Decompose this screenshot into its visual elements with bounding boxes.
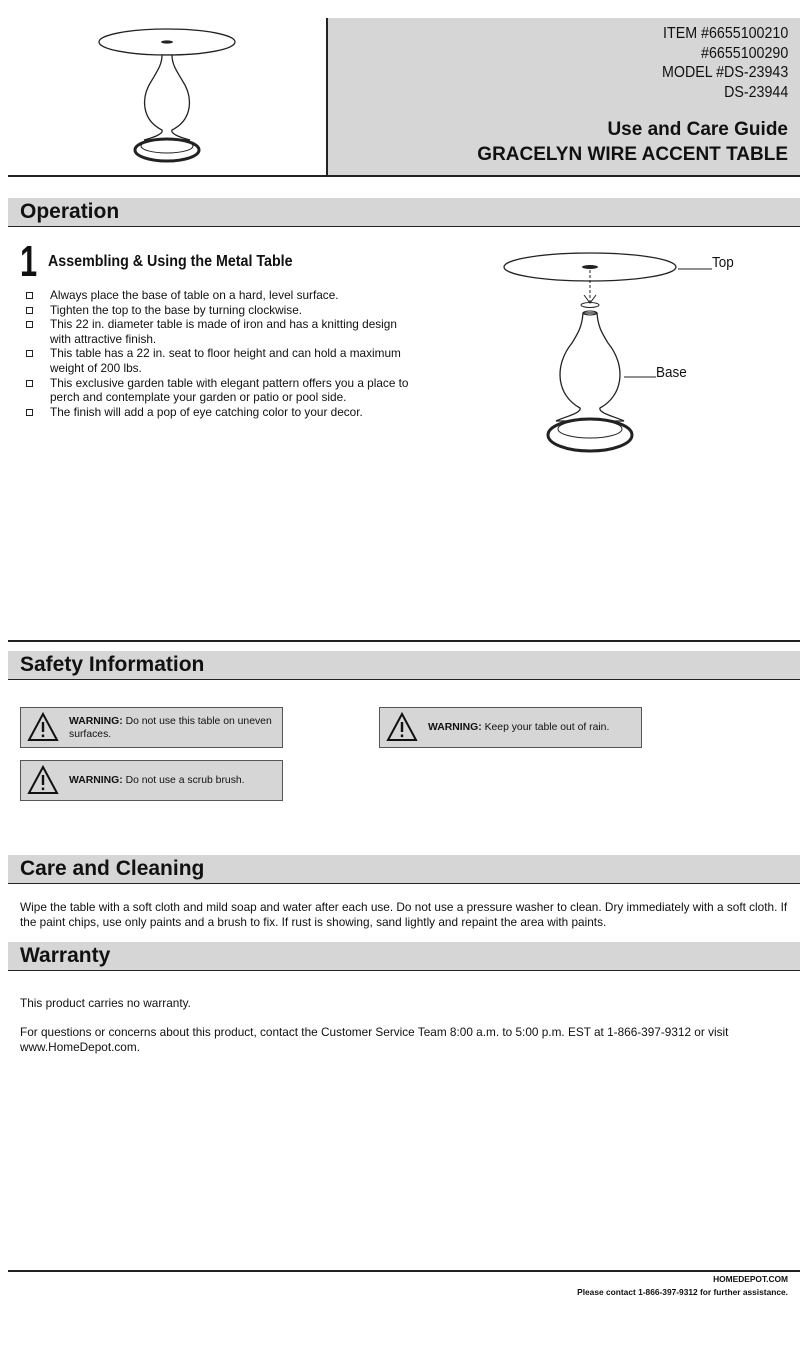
contact-paragraph: For questions or concerns about this product, contact the Customer Service Team 8:00 a.m. to 5:00 p.m. EST at 1-866-397-9312 or visit www.HomeDepot.com. bbox=[20, 1025, 729, 1054]
checkbox-icon bbox=[26, 409, 33, 416]
assembly-diagram bbox=[500, 245, 750, 460]
section-title: Warranty bbox=[20, 944, 111, 967]
safety-section-bar bbox=[8, 651, 800, 680]
top-label: Top bbox=[712, 254, 734, 271]
base-label: Base bbox=[656, 364, 687, 381]
checkbox-icon bbox=[26, 292, 33, 299]
operation-section-bar bbox=[8, 198, 800, 227]
checkbox-icon bbox=[26, 321, 33, 328]
warning-box-uneven bbox=[20, 707, 283, 748]
warning-box-rain bbox=[379, 707, 642, 748]
section-title: Safety Information bbox=[20, 653, 205, 676]
guide-title: Use and Care Guide bbox=[607, 119, 788, 140]
warning-triangle-icon bbox=[27, 765, 59, 795]
product-name: GRACELYN WIRE ACCENT TABLE bbox=[477, 144, 788, 165]
warning-box-scrub bbox=[20, 760, 283, 801]
care-paragraph: Wipe the table with a soft cloth and mild soap and water after each use. Do not use a pressure washer to clean. Dry immediately with a soft cloth. If the paint chips, use only paints and a brush to fix. If rust is showing, sand lightly and repaint the area with paints. bbox=[20, 900, 788, 929]
item-line: MODEL #DS-23943 bbox=[661, 64, 788, 81]
header-rule bbox=[8, 175, 800, 177]
list-item: This table has a 22 in. seat to floor height and can hold a maximum weight of 200 lbs. bbox=[26, 346, 416, 375]
item-line: #6655100290 bbox=[700, 44, 788, 62]
warning-text: WARNING: Keep your table out of rain. bbox=[428, 722, 610, 733]
footer-rule bbox=[8, 1270, 800, 1272]
list-item: The finish will add a pop of eye catching color to your decor. bbox=[26, 405, 416, 420]
table-thumbnail-illustration bbox=[92, 22, 242, 167]
section-divider bbox=[8, 640, 800, 642]
item-line: DS-23944 bbox=[723, 83, 788, 101]
item-line: ITEM #6655100210 bbox=[662, 25, 788, 42]
warning-text: WARNING: Do not use a scrub brush. bbox=[69, 775, 245, 786]
section-title: Care and Cleaning bbox=[20, 857, 205, 880]
warning-triangle-icon bbox=[27, 712, 59, 742]
warning-text: WARNING: Do not use this table on uneven surfaces. bbox=[69, 716, 272, 740]
step-number: 1 bbox=[20, 237, 38, 286]
item-model-numbers bbox=[662, 24, 788, 102]
footer-site: HOMEDEPOT.COM bbox=[713, 1274, 788, 1284]
guide-title-block bbox=[477, 117, 788, 167]
footer-contact: Please contact 1-866-397-9312 for further assistance. bbox=[577, 1287, 788, 1297]
checkbox-icon bbox=[26, 350, 33, 357]
checkbox-icon bbox=[26, 380, 33, 387]
warranty-section-bar bbox=[8, 942, 800, 971]
warning-triangle-icon bbox=[386, 712, 418, 742]
care-section-bar bbox=[8, 855, 800, 884]
operation-bullet-list bbox=[26, 288, 416, 419]
list-item: Always place the base of table on a hard, level surface. bbox=[26, 288, 416, 303]
checkbox-icon bbox=[26, 307, 33, 314]
section-title: Operation bbox=[20, 200, 120, 223]
warranty-paragraph: This product carries no warranty. bbox=[20, 996, 191, 1010]
footer-block bbox=[577, 1273, 788, 1299]
list-item: Tighten the top to the base by turning clockwise. bbox=[26, 303, 416, 318]
list-item: This exclusive garden table with elegant pattern offers you a place to perch and contemplate your garden or patio or pool side. bbox=[26, 376, 416, 405]
step-title: Assembling & Using the Metal Table bbox=[48, 253, 293, 270]
list-item: This 22 in. diameter table is made of iron and has a knitting design with attractive finish. bbox=[26, 317, 416, 346]
